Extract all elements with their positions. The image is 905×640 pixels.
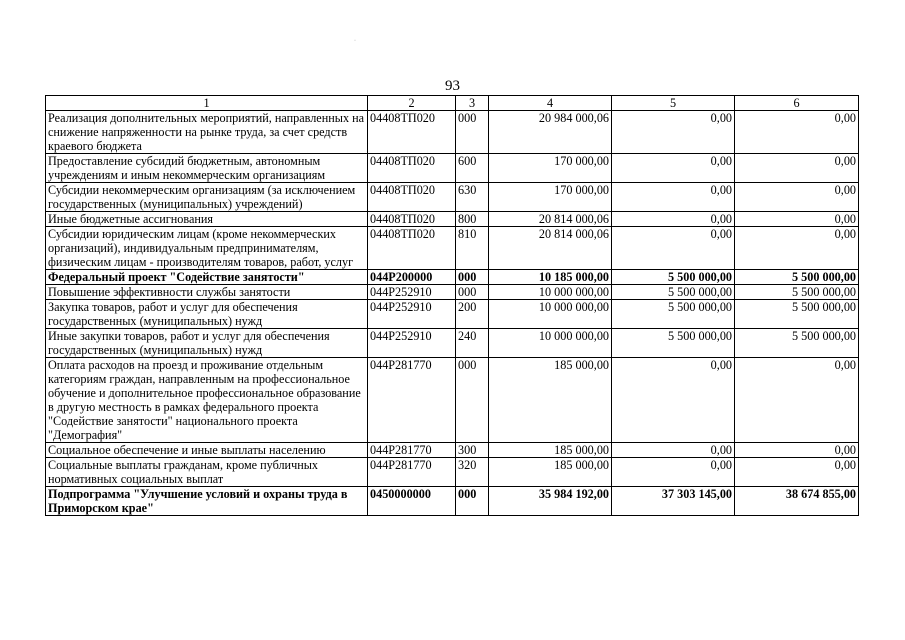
target-code-cell: 0450000000 [368,487,456,516]
item-name-cell: Оплата расходов на проезд и проживание отдельным категориям граждан, направленным на профессиональное обучение и дополнительное профессиональное образование в другую местность в рамках федерального проекта "Содействие занятости" национального проекта "Демография" [46,358,368,443]
target-code-cell: 044Р281770 [368,443,456,458]
expense-type-cell: 300 [456,443,489,458]
target-code-cell: 04408ТП020 [368,183,456,212]
amount-year2-cell: 5 500 000,00 [612,329,735,358]
amount-year2-cell: 0,00 [612,227,735,270]
amount-year1-cell: 185 000,00 [489,458,612,487]
amount-year3-cell: 5 500 000,00 [735,285,859,300]
column-header: 6 [735,96,859,111]
column-header: 4 [489,96,612,111]
amount-year2-cell: 0,00 [612,358,735,443]
amount-year2-cell: 5 500 000,00 [612,270,735,285]
amount-year2-cell: 0,00 [612,212,735,227]
table-row [46,358,859,443]
target-code-cell: 04408ТП020 [368,111,456,154]
expense-type-cell: 320 [456,458,489,487]
expense-type-cell: 000 [456,285,489,300]
target-code-cell: 044Р252910 [368,300,456,329]
amount-year2-cell: 0,00 [612,154,735,183]
table-body [46,111,859,516]
table-row [46,487,859,516]
expense-type-cell: 000 [456,487,489,516]
target-code-cell: 044Р200000 [368,270,456,285]
expense-type-cell: 630 [456,183,489,212]
item-name-cell: Федеральный проект "Содействие занятости" [46,270,368,285]
table-row [46,329,859,358]
amount-year1-cell: 185 000,00 [489,358,612,443]
item-name-cell: Субсидии некоммерческим организациям (за исключением государственных (муниципальных) учреждений) [46,183,368,212]
target-code-cell: 044Р252910 [368,329,456,358]
item-name-cell: Иные бюджетные ассигнования [46,212,368,227]
amount-year1-cell: 10 000 000,00 [489,285,612,300]
target-code-cell: 04408ТП020 [368,227,456,270]
column-header: 2 [368,96,456,111]
table-row [46,183,859,212]
amount-year1-cell: 170 000,00 [489,154,612,183]
column-header: 3 [456,96,489,111]
amount-year2-cell: 0,00 [612,443,735,458]
amount-year1-cell: 20 814 000,06 [489,227,612,270]
expense-type-cell: 240 [456,329,489,358]
column-header: 5 [612,96,735,111]
item-name-cell: Иные закупки товаров, работ и услуг для обеспечения государственных (муниципальных) нужд [46,329,368,358]
amount-year1-cell: 10 000 000,00 [489,300,612,329]
amount-year1-cell: 10 185 000,00 [489,270,612,285]
amount-year3-cell: 0,00 [735,358,859,443]
amount-year1-cell: 10 000 000,00 [489,329,612,358]
amount-year2-cell: 0,00 [612,111,735,154]
amount-year2-cell: 0,00 [612,183,735,212]
expense-type-cell: 600 [456,154,489,183]
table-row [46,154,859,183]
item-name-cell: Закупка товаров, работ и услуг для обеспечения государственных (муниципальных) нужд [46,300,368,329]
target-code-cell: 044Р281770 [368,458,456,487]
item-name-cell: Повышение эффективности службы занятости [46,285,368,300]
amount-year3-cell: 0,00 [735,183,859,212]
amount-year3-cell: 38 674 855,00 [735,487,859,516]
expense-type-cell: 800 [456,212,489,227]
amount-year3-cell: 0,00 [735,227,859,270]
amount-year2-cell: 37 303 145,00 [612,487,735,516]
item-name-cell: Реализация дополнительных мероприятий, направленных на снижение напряженности на рынке труда, за счет средств краевого бюджета [46,111,368,154]
amount-year3-cell: 0,00 [735,212,859,227]
amount-year1-cell: 35 984 192,00 [489,487,612,516]
amount-year3-cell: 0,00 [735,458,859,487]
table-row [46,285,859,300]
amount-year3-cell: 0,00 [735,443,859,458]
amount-year1-cell: 170 000,00 [489,183,612,212]
item-name-cell: Подпрограмма "Улучшение условий и охраны труда в Приморском крае" [46,487,368,516]
amount-year1-cell: 20 984 000,06 [489,111,612,154]
amount-year1-cell: 20 814 000,06 [489,212,612,227]
expense-type-cell: 000 [456,111,489,154]
expense-type-cell: 000 [456,358,489,443]
column-header: 1 [46,96,368,111]
expense-type-cell: 000 [456,270,489,285]
page-number: 93 [445,78,460,94]
target-code-cell: 044Р281770 [368,358,456,443]
table-row [46,300,859,329]
target-code-cell: 04408ТП020 [368,154,456,183]
target-code-cell: 044Р252910 [368,285,456,300]
amount-year3-cell: 5 500 000,00 [735,329,859,358]
amount-year1-cell: 185 000,00 [489,443,612,458]
table-row [46,227,859,270]
table-row [46,458,859,487]
amount-year3-cell: 5 500 000,00 [735,270,859,285]
header-row [46,96,859,111]
amount-year3-cell: 0,00 [735,111,859,154]
expense-type-cell: 200 [456,300,489,329]
table-row [46,111,859,154]
amount-year2-cell: 5 500 000,00 [612,300,735,329]
item-name-cell: Субсидии юридическим лицам (кроме некоммерческих организаций), индивидуальным предпринимателям, физическим лицам - производителям товаров, работ, услуг [46,227,368,270]
table-row [46,443,859,458]
item-name-cell: Социальное обеспечение и иные выплаты населению [46,443,368,458]
budget-table [45,95,859,516]
amount-year3-cell: 0,00 [735,154,859,183]
target-code-cell: 04408ТП020 [368,212,456,227]
item-name-cell: Социальные выплаты гражданам, кроме публичных нормативных социальных выплат [46,458,368,487]
scan-speck: · [354,38,356,44]
expense-type-cell: 810 [456,227,489,270]
amount-year2-cell: 5 500 000,00 [612,285,735,300]
table-row [46,270,859,285]
item-name-cell: Предоставление субсидий бюджетным, автономным учреждениям и иным некоммерческим организациям [46,154,368,183]
amount-year2-cell: 0,00 [612,458,735,487]
table-row [46,212,859,227]
amount-year3-cell: 5 500 000,00 [735,300,859,329]
